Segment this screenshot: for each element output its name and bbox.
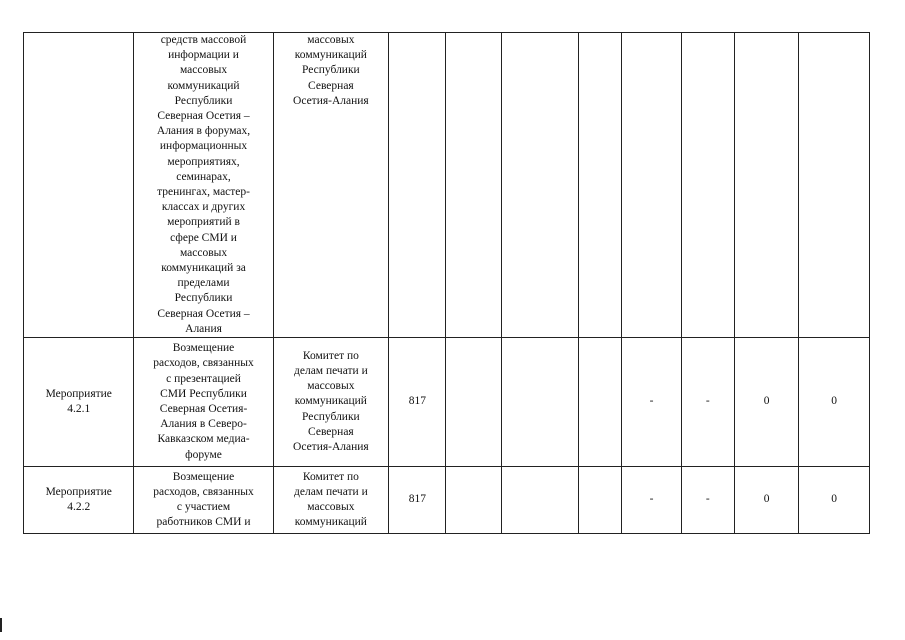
budget-code-cell (389, 33, 446, 338)
budget-code-cell: 817 (389, 338, 446, 467)
table-cell: 0 (734, 467, 798, 534)
table-cell (446, 467, 501, 534)
table-row (24, 338, 870, 467)
table-cell: 0 (799, 338, 870, 467)
table-cell: - (681, 338, 734, 467)
table-cell (622, 33, 681, 338)
table-cell (446, 33, 501, 338)
responsible-organization-cell: Комитет по делам печати и массовых коммуникаций (273, 467, 389, 534)
budget-code-cell: 817 (389, 467, 446, 534)
activity-label-cell: Мероприятие 4.2.1 (24, 338, 134, 467)
table-cell (734, 33, 798, 338)
table-cell (681, 33, 734, 338)
table-cell (446, 338, 501, 467)
responsible-organization-cell: массовых коммуникаций Республики Северная Осетия-Алания (273, 33, 389, 338)
scan-edge-mark (0, 618, 2, 632)
table-cell: 0 (799, 467, 870, 534)
table-cell (799, 33, 870, 338)
activity-description-cell: Возмещение расходов, связанных с участием работников СМИ и (134, 467, 273, 534)
table-cell (501, 33, 579, 338)
activity-label-cell: Мероприятие 4.2.2 (24, 467, 134, 534)
table-cell: - (681, 467, 734, 534)
table-cell: - (622, 338, 681, 467)
program-activities-table (23, 32, 870, 534)
table-cell (501, 338, 579, 467)
activity-label-cell (24, 33, 134, 338)
table-cell (579, 33, 622, 338)
table-cell (501, 467, 579, 534)
table-cell (579, 467, 622, 534)
table-cell: 0 (734, 338, 798, 467)
table-row (24, 33, 870, 338)
table-row (24, 467, 870, 534)
responsible-organization-cell: Комитет по делам печати и массовых коммуникаций Республики Северная Осетия-Алания (273, 338, 389, 467)
table-cell (579, 338, 622, 467)
activity-description-cell: средств массовой информации и массовых коммуникаций Республики Северная Осетия – Алания в форумах, информационных мероприятиях, семинарах, тренингах, мастер- классах и других мероприятий в сфере СМИ и массовых коммуникаций за пределами Республики Северная Осетия – Алания (134, 33, 273, 338)
activity-description-cell: Возмещение расходов, связанных с презентацией СМИ Республики Северная Осетия- Алания в Северо- Кавказском медиа- форуме (134, 338, 273, 467)
table-cell: - (622, 467, 681, 534)
